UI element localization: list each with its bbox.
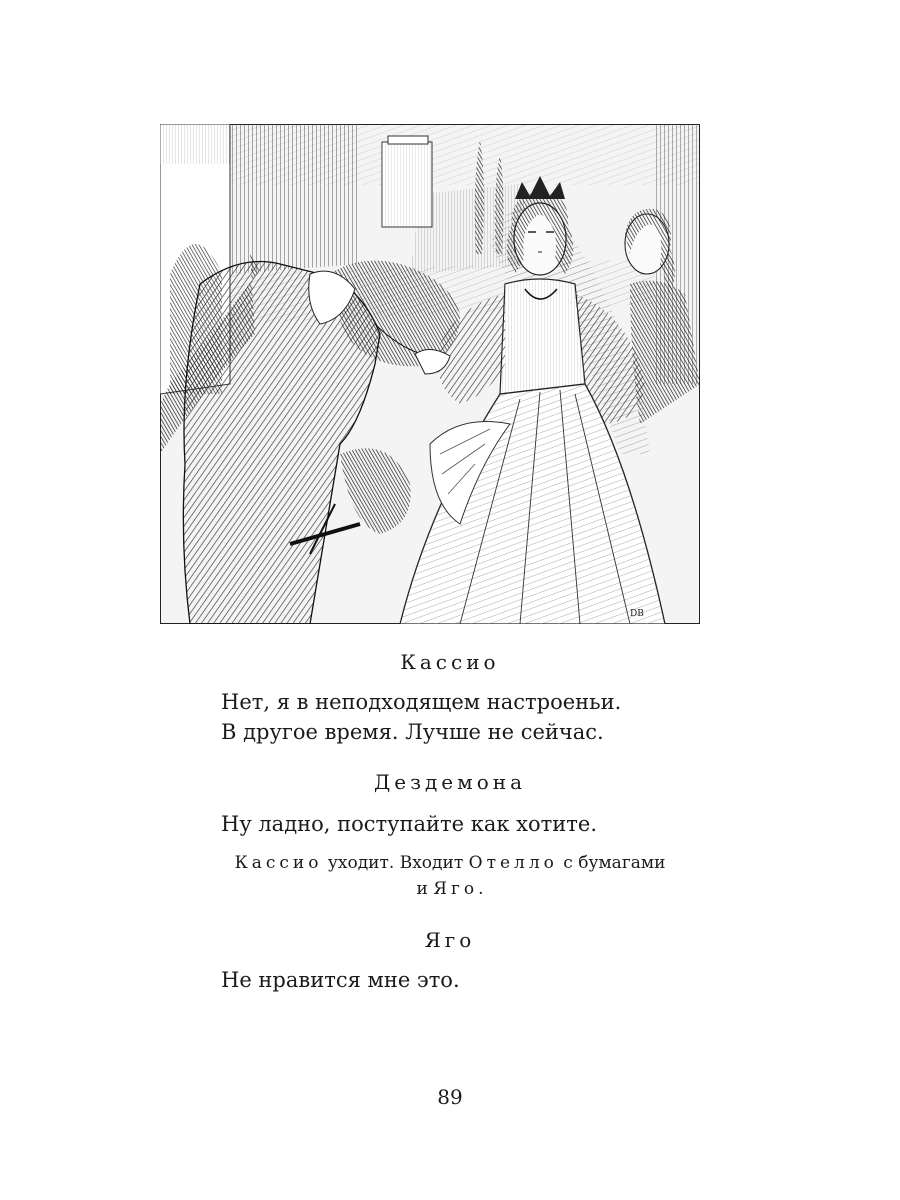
- stage-direction-text: .: [478, 879, 484, 899]
- stage-character-name: Яго: [433, 879, 479, 899]
- stage-direction-text: и: [416, 879, 434, 899]
- stage-character-name: Кассио: [234, 853, 323, 873]
- stage-direction: [0, 853, 900, 873]
- verse-line: Нет, я в неподходящем настроеньи.: [221, 690, 622, 714]
- stage-character-name: Отелло: [468, 853, 558, 873]
- stage-direction-text: с бумагами: [557, 853, 666, 873]
- illustration-signature: DB: [630, 609, 644, 619]
- verse-line: В другое время. Лучше не сейчас.: [221, 720, 604, 744]
- illustration: [160, 124, 700, 624]
- stage-direction-text: уходит. Входит: [322, 853, 469, 873]
- speaker-name: Дездемона: [373, 770, 526, 794]
- stage-direction: [0, 879, 900, 899]
- speaker-name: Кассио: [400, 650, 500, 674]
- page-number: 89: [437, 1085, 463, 1109]
- speaker-name: Яго: [424, 928, 476, 952]
- verse-line: Ну ладно, поступайте как хотите.: [221, 812, 598, 836]
- engraving-cassio-kisses-desdemona-hand-icon: [160, 124, 700, 624]
- verse-line: Не нравится мне это.: [221, 968, 460, 992]
